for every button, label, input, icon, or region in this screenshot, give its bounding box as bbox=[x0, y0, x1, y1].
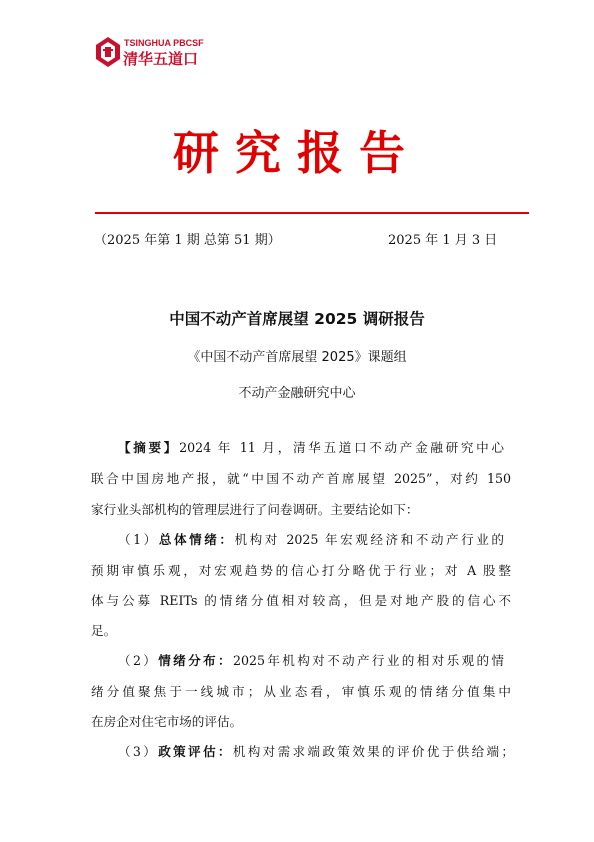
logo-emblem-icon bbox=[95, 36, 121, 68]
abstract-line: 联合中国房地产报，就“中国不动产首席展望 2025”，对约 150 bbox=[91, 471, 511, 486]
point-number: （2） bbox=[118, 653, 159, 668]
point-line bbox=[118, 530, 504, 550]
abstract-label: 【摘要】 bbox=[118, 440, 180, 455]
report-title: 中国不动产首席展望 2025 调研报告 bbox=[169, 310, 425, 328]
publish-date: 2025 年 1 月 3 日 bbox=[388, 233, 498, 248]
point-line: 足。 bbox=[91, 623, 117, 638]
banner-title: 研究报告 bbox=[173, 126, 421, 180]
point-line: 预期审慎乐观，对宏观趋势的信心打分略优于行业；对 A 股整 bbox=[91, 563, 511, 578]
abstract-text: 2024 年 11 月，清华五道口不动产金融研究中心 bbox=[179, 440, 504, 455]
point-heading: 政策评估： bbox=[158, 744, 233, 759]
point-line: 在房企对住宅市场的评估。 bbox=[91, 714, 243, 729]
point-heading: 情绪分布： bbox=[158, 653, 233, 668]
logo-text-en: TSINGHUA PBCSF bbox=[124, 38, 204, 48]
point-number: （3） bbox=[118, 744, 159, 759]
point-number: （1） bbox=[118, 532, 159, 547]
point-line: 绪分值聚焦于一线城市；从业态看，审慎乐观的情绪分值集中 bbox=[91, 684, 511, 699]
point-line bbox=[118, 651, 504, 671]
logo-text-cn: 清华五道口 bbox=[123, 50, 199, 68]
point-line bbox=[118, 742, 514, 762]
point-text: 机构对 2025 年宏观经济和不动产行业的 bbox=[234, 532, 505, 547]
report-subtitle: 《中国不动产首席展望 2025》课题组 bbox=[187, 350, 407, 365]
abstract-line: 家行业头部机构的管理层进行了问卷调研。主要结论如下： bbox=[91, 502, 419, 517]
report-org: 不动产金融研究中心 bbox=[238, 386, 356, 401]
point-heading: 总体情绪： bbox=[158, 532, 235, 547]
point-line: 体与公募 REITs 的情绪分值相对较高，但是对地产股的信心不 bbox=[91, 593, 511, 608]
header-divider bbox=[95, 212, 529, 214]
point-text: 2025年机构对不动产行业的相对乐观的情 bbox=[232, 653, 504, 668]
issue-number: （2025 年第 1 期 总第 51 期） bbox=[94, 233, 281, 248]
point-text: 机构对需求端政策效果的评价优于供给端； bbox=[232, 744, 515, 759]
abstract-line bbox=[118, 438, 504, 458]
